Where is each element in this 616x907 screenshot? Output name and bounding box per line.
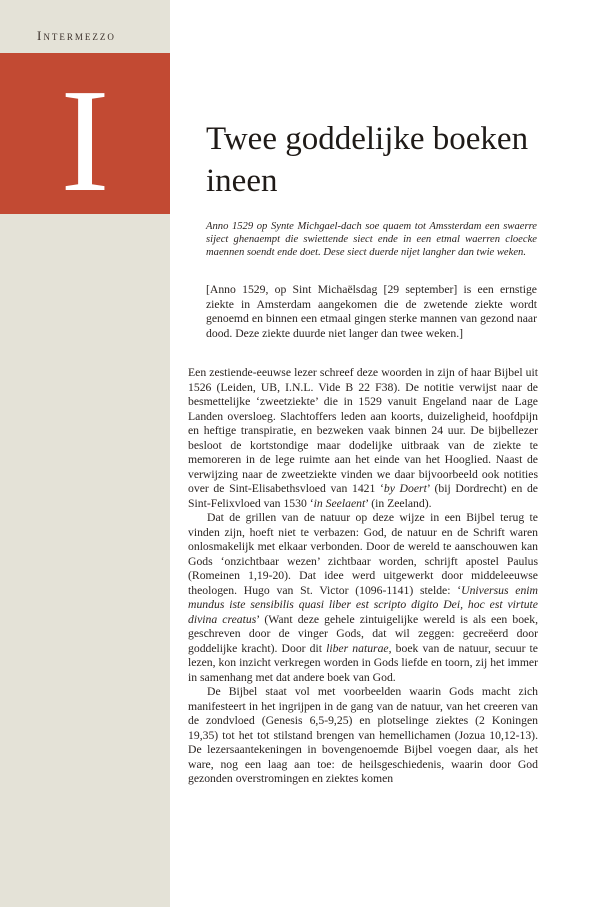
initial-block — [0, 53, 170, 223]
italic-run: Universus enim mundus iste sensibilis quasi liber est scripto digito Dei, hoc est virtute divina creatus — [188, 583, 538, 626]
text-run: Een zestiende-eeuwse lezer schreef deze woorden in zijn of haar Bijbel uit 1526 (Leiden, UB, I.N.L. Vide B 22 F38). De notitie verwijst naar de besmettelijke ‘zweetziekte’ die in 1529 vanuit Engeland naar de Lage Landen oversloeg. Slachtoffers leden aan koorts, duizeligheid, hoofdpijn en heftige transpiratie, en bezweken vaak binnen 24 uur. De bijbellezer besloot de kortstondige maar dodelijke uitbraak van de ziekte te memoreren in de lege ruimte aan het einde van het Hooglied. Naast de verwijzing naar de zweetziekte vinden we daar bijvoorbeeld ook notities over de Sint-Elisabethsvloed van 1421 ‘ — [188, 366, 538, 495]
epigraph-translation: [Anno 1529, op Sint Michaëlsdag [29 september] is een ernstige ziekte in Amsterdam aangekomen die de zwetende ziekte wordt genoemd en binnen een etmaal gingen sterke mannen van gezond naar dood. Deze ziekte duurde niet langer dan twee weken.] — [206, 283, 537, 340]
section-label: Intermezzo — [37, 28, 116, 43]
initial-letter: I — [60, 59, 110, 223]
paragraph-3: De Bijbel staat vol met voorbeelden waarin Gods macht zich manifesteert in het ingrijpen in de gang van de natuur, van het creeren van de zondvloed (Genesis 6,5-9,25) en plotselinge ziektes (2 Koningen 19,35) tot het tot stilstand brengen van hemellichamen (Jozua 10,12-13). De lezersaantekeningen in bovengenoemde Bijbel voegen daar, als het ware, nog een laag aan toe: de heilsgeschiedenis, waarin door God gezonden overstromingen en ziektes komen — [188, 685, 538, 785]
chapter-title: Twee goddelijke boeken ineen — [206, 121, 529, 199]
text-run: ’ (Want deze gehele zintuigelijke wereld is als een boek, geschreven door de vinger Gods, dat wil zeggen: gecreëerd door goddelijke kracht). Door dit — [188, 612, 538, 655]
text-run: ’ (in Zeeland). — [365, 496, 432, 510]
italic-run: by Doert — [383, 482, 427, 495]
text-run: , boek van de natuur, secuur te lezen, kon inzicht verkregen worden in Gods liefde en toorn, zij het immer in samenhang met dat andere boek van God. — [188, 641, 538, 684]
italic-run: in Seelaent — [313, 496, 366, 510]
italic-run: liber naturae — [326, 641, 389, 655]
paragraph-1 — [188, 366, 538, 511]
paragraph-2 — [188, 511, 538, 685]
epigraph: Anno 1529 op Synte Michgael-dach soe quaem tot Amssterdam een swaerre siject ghenaempt die swiettende siect ende in een etmal waerren cloecke maennen soendt ende doet. Dese siect duerde nijet langher dan twie weken. — [206, 221, 537, 259]
body-text — [188, 366, 538, 787]
text-run: Dat de grillen van de natuur op deze wijze in een Bijbel terug te vinden zijn, hoeft niet te verbazen: God, de natuur en de Schrift waren onlosmakelijk met elkaar verbonden. Door de wereld te aanschouwen kan Gods ‘onzichtbaar wezen’ zichtbaar worden, schrijft apostel Paulus (Romeinen 1,19-20). Dat idee werd uitgewerkt door middeleeuwse theologen. Hugo van St. Victor (1096-1141) stelde: ‘ — [188, 511, 538, 597]
text-run: ’ (bij Dordrecht) en de Sint-Felixvloed van 1530 ‘ — [188, 482, 538, 510]
